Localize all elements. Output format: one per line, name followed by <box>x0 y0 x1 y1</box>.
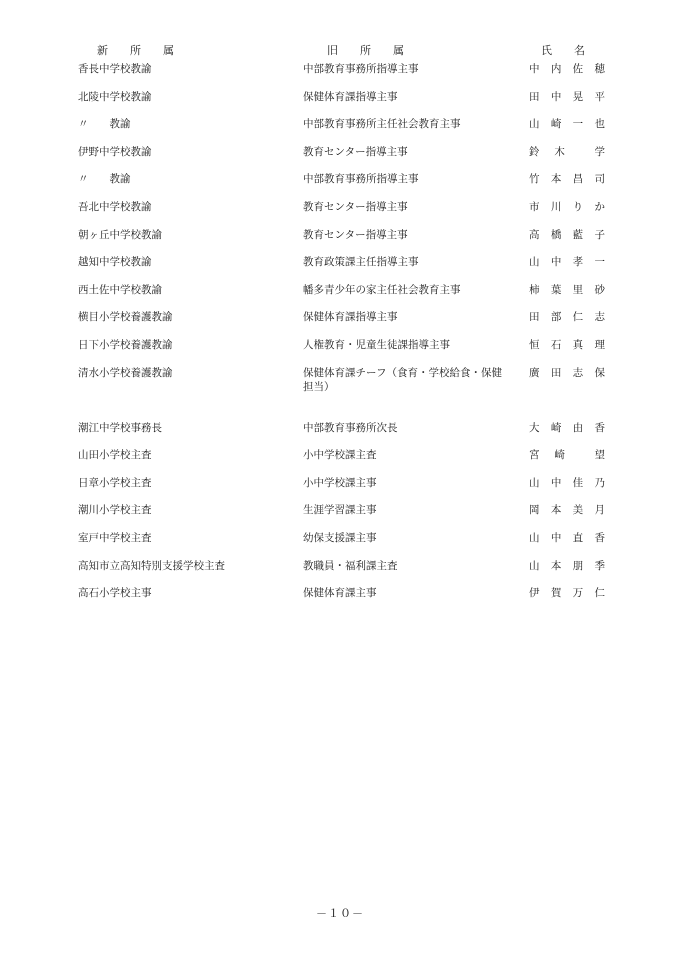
list-item <box>0 169 680 197</box>
name-character: 司 <box>594 173 605 186</box>
name-character: 平 <box>594 90 605 103</box>
name-character: 月 <box>594 504 605 517</box>
name-character: 学 <box>594 145 605 158</box>
name-character: 部 <box>550 311 562 324</box>
name-character: 中 <box>550 531 562 544</box>
name-character: 山 <box>529 476 540 489</box>
person-name <box>529 531 605 545</box>
name-character: 中 <box>529 63 540 75</box>
name-character: 一 <box>594 256 605 269</box>
list-item <box>0 445 680 473</box>
old-affiliation: 中部教育事務所次長 <box>303 421 398 434</box>
new-affiliation: 潮江中学校事務長 <box>78 421 162 434</box>
name-character: 佳 <box>572 476 584 489</box>
list-item <box>0 500 680 528</box>
name-character: 田 <box>529 90 540 103</box>
name-character: 柿 <box>529 283 540 296</box>
name-character: 直 <box>572 531 584 544</box>
person-name <box>529 310 605 324</box>
list-item <box>0 307 680 335</box>
new-affiliation: 室戸中学校主査 <box>78 531 152 544</box>
name-character: 佐 <box>572 63 584 75</box>
name-character: 山 <box>529 256 540 269</box>
person-name <box>529 503 605 517</box>
person-name <box>529 90 605 104</box>
list-item <box>0 280 680 308</box>
person-name <box>529 448 605 462</box>
person-name <box>529 228 605 242</box>
person-name <box>529 62 605 76</box>
list-item <box>0 528 680 556</box>
person-name <box>529 338 605 352</box>
header-new-affiliation: 新 所 属 <box>97 44 174 57</box>
new-affiliation: 北陵中学校教諭 <box>78 90 152 103</box>
list-item <box>0 363 680 404</box>
page-number: －１０－ <box>316 907 364 920</box>
list-item <box>0 114 680 142</box>
person-name <box>529 421 605 435</box>
name-character: 中 <box>550 90 562 103</box>
old-affiliation: 教育政策課主任指導主事 <box>303 256 419 269</box>
name-character: 高 <box>529 228 540 241</box>
name-character: 石 <box>550 338 562 351</box>
old-affiliation: 教育センター指導主事 <box>303 228 408 241</box>
name-character: 山 <box>529 118 540 131</box>
name-character: 晃 <box>572 90 584 103</box>
list-item <box>0 556 680 584</box>
name-character: 本 <box>550 559 562 572</box>
name-character: 崎 <box>550 118 562 131</box>
name-character: 宮 <box>529 449 540 462</box>
list-item <box>0 335 680 363</box>
old-affiliation: 幼保支援課主事 <box>303 531 377 544</box>
list-item <box>0 225 680 253</box>
old-affiliation: 中部教育事務所指導主事 <box>303 63 419 75</box>
name-character: 中 <box>550 476 562 489</box>
new-affiliation: 伊野中学校教諭 <box>78 145 152 158</box>
new-affiliation: 〃 教諭 <box>78 118 131 131</box>
name-character: 由 <box>572 421 584 434</box>
name-character: か <box>594 200 605 213</box>
name-character: 朋 <box>572 559 584 572</box>
name-character: 万 <box>572 587 584 600</box>
old-affiliation: 幡多青少年の家主任社会教育主事 <box>303 283 461 296</box>
name-character: 香 <box>594 531 605 544</box>
name-character: 仁 <box>572 311 584 324</box>
name-character: 鈴 <box>529 145 540 158</box>
name-character: 乃 <box>594 476 605 489</box>
name-character: 伊 <box>529 587 540 600</box>
name-character: 真 <box>572 338 584 351</box>
name-character: 崎 <box>554 449 565 462</box>
name-character: 本 <box>550 504 562 517</box>
name-character: 崎 <box>550 421 562 434</box>
list-item <box>0 197 680 225</box>
name-character: 理 <box>594 338 605 351</box>
name-character: 砂 <box>594 283 605 296</box>
old-affiliation: 保健体育課指導主事 <box>303 311 398 324</box>
name-character: 昌 <box>572 173 584 186</box>
person-name <box>529 366 605 380</box>
person-name <box>529 283 605 297</box>
header-old-affiliation: 旧 所 属 <box>327 44 404 57</box>
new-affiliation: 朝ヶ丘中学校教諭 <box>78 228 162 241</box>
name-character: 香 <box>594 421 605 434</box>
name-character: 田 <box>529 311 540 324</box>
new-affiliation: 日下小学校養護教諭 <box>78 338 173 351</box>
old-affiliation: 小中学校課主査 <box>303 449 377 462</box>
person-name <box>529 476 605 490</box>
old-affiliation: 教育センター指導主事 <box>303 145 408 158</box>
old-affiliation: 保健体育課チーフ（食育・学校給食・保健担当） <box>303 366 502 393</box>
name-character: 市 <box>529 200 540 213</box>
old-affiliation: 中部教育事務所主任社会教育主事 <box>303 118 461 131</box>
new-affiliation: 高知市立高知特別支援学校主査 <box>78 559 225 572</box>
name-character: 川 <box>550 200 562 213</box>
new-affiliation: 日章小学校主査 <box>78 476 152 489</box>
name-character: 望 <box>594 449 605 462</box>
new-affiliation: 吾北中学校教諭 <box>78 200 152 213</box>
new-affiliation: 香長中学校教諭 <box>78 63 152 75</box>
name-character: 穂 <box>594 63 605 75</box>
name-character: 内 <box>550 63 562 75</box>
name-character: 葉 <box>550 283 562 296</box>
personnel-list <box>0 59 680 611</box>
name-character: 山 <box>529 559 540 572</box>
name-character: 廣 <box>529 366 540 379</box>
name-character: 竹 <box>529 173 540 186</box>
list-item <box>0 59 680 87</box>
new-affiliation: 越知中学校教諭 <box>78 256 152 269</box>
name-character: 里 <box>572 283 584 296</box>
person-name <box>529 200 605 214</box>
name-character: 賀 <box>550 587 562 600</box>
old-affiliation: 保健体育課指導主事 <box>303 90 398 103</box>
name-character: 孝 <box>572 256 584 269</box>
list-item <box>0 418 680 446</box>
name-character: 恒 <box>529 338 540 351</box>
header-name: 氏 名 <box>541 44 585 57</box>
new-affiliation: 高石小学校主事 <box>78 587 152 600</box>
name-character: 保 <box>594 366 605 379</box>
name-character: 子 <box>594 228 605 241</box>
name-character: 志 <box>594 311 605 324</box>
name-character: 志 <box>572 366 584 379</box>
name-character: 山 <box>529 531 540 544</box>
name-character: 岡 <box>529 504 540 517</box>
name-character: 木 <box>554 145 565 158</box>
name-character: 藍 <box>572 228 584 241</box>
new-affiliation: 西土佐中学校教諭 <box>78 283 162 296</box>
name-character: 田 <box>550 366 562 379</box>
person-name <box>529 172 605 186</box>
person-name <box>529 117 605 131</box>
old-affiliation: 教職員・福利課主査 <box>303 559 398 572</box>
person-name <box>529 559 605 573</box>
list-item <box>0 473 680 501</box>
name-character: り <box>572 200 584 213</box>
old-affiliation: 小中学校課主事 <box>303 476 377 489</box>
new-affiliation: 〃 教諭 <box>78 173 131 186</box>
list-item <box>0 142 680 170</box>
name-character: 也 <box>594 118 605 131</box>
name-character: 仁 <box>594 587 605 600</box>
person-name <box>529 586 605 600</box>
name-character: 美 <box>572 504 584 517</box>
old-affiliation: 中部教育事務所指導主事 <box>303 173 419 186</box>
old-affiliation: 人権教育・児童生徒課指導主事 <box>303 338 450 351</box>
old-affiliation: 教育センター指導主事 <box>303 200 408 213</box>
name-character: 季 <box>594 559 605 572</box>
new-affiliation: 横目小学校養護教諭 <box>78 311 173 324</box>
list-item <box>0 583 680 611</box>
person-name <box>529 255 605 269</box>
new-affiliation: 山田小学校主査 <box>78 449 152 462</box>
person-name <box>529 145 605 159</box>
list-item <box>0 252 680 280</box>
list-item <box>0 87 680 115</box>
name-character: 大 <box>529 421 540 434</box>
new-affiliation: 潮川小学校主査 <box>78 504 152 517</box>
new-affiliation: 清水小学校養護教諭 <box>78 366 173 379</box>
name-character: 橋 <box>550 228 562 241</box>
name-character: 本 <box>550 173 562 186</box>
old-affiliation: 保健体育課主事 <box>303 587 377 600</box>
name-character: 一 <box>572 118 584 131</box>
old-affiliation: 生涯学習課主事 <box>303 504 377 517</box>
name-character: 中 <box>550 256 562 269</box>
